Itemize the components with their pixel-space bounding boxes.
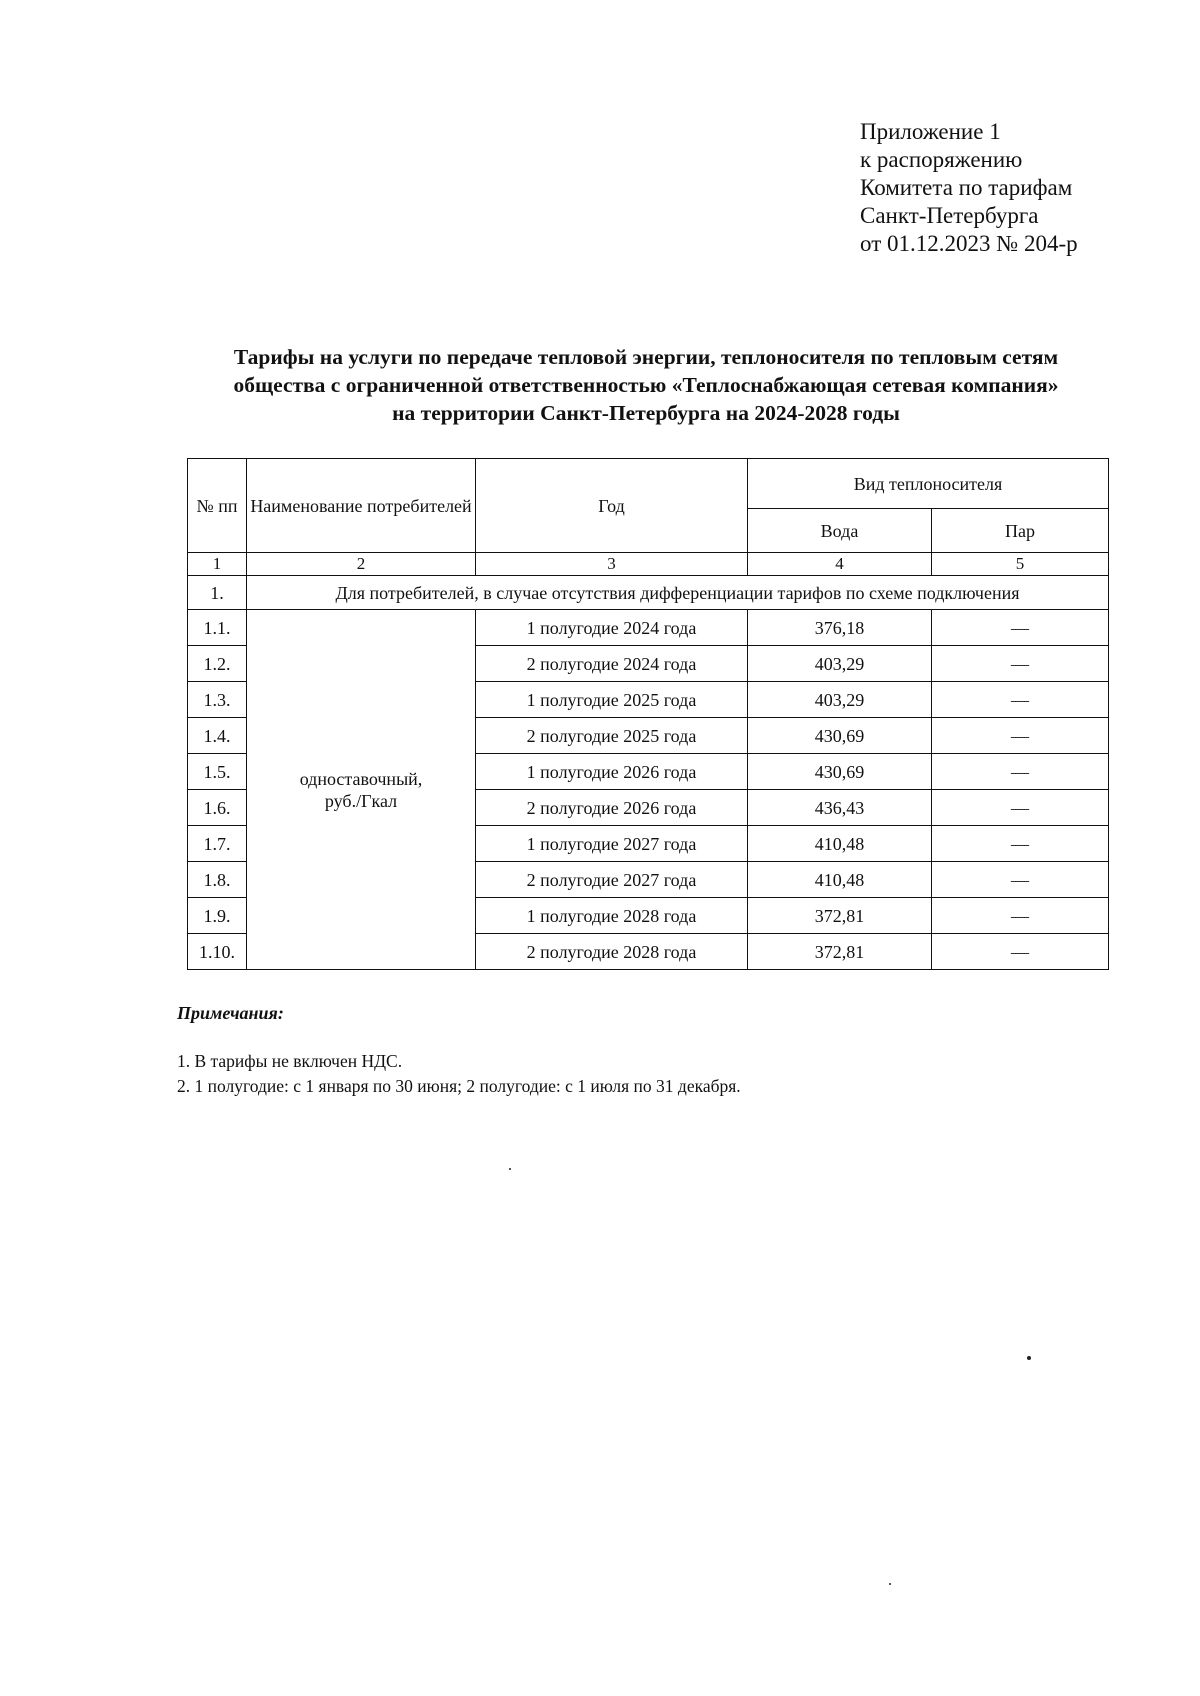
row-period: 1 полугодие 2024 года [476,610,748,646]
row-water: 430,69 [748,718,932,754]
column-number: 1 [188,553,247,576]
row-num: 1.4. [188,718,247,754]
row-period: 1 полугодие 2025 года [476,682,748,718]
column-number: 3 [476,553,748,576]
column-number: 5 [932,553,1109,576]
section-num: 1. [188,576,247,610]
row-water: 403,29 [748,646,932,682]
notes-title: Примечания: [177,1003,284,1023]
row-water: 410,48 [748,862,932,898]
tariff-table [187,458,1109,970]
row-num: 1.6. [188,790,247,826]
table-row [188,610,1109,646]
appendix-line: Приложение 1 [860,119,1001,144]
section-row [188,576,1109,610]
appendix-line: к распоряжению [860,147,1023,172]
appendix-line: Комитета по тарифам [860,175,1073,200]
table-header-row [188,459,1109,509]
row-steam: — [932,682,1109,718]
row-water: 430,69 [748,754,932,790]
row-steam: — [932,754,1109,790]
row-period: 1 полугодие 2028 года [476,898,748,934]
row-period: 2 полугодие 2025 года [476,718,748,754]
row-steam: — [932,826,1109,862]
header-steam: Пар [932,509,1109,553]
note-item: 2. 1 полугодие: с 1 января по 30 июня; 2 полугодие: с 1 июля по 31 декабря. [177,1076,741,1096]
row-period: 2 полугодие 2024 года [476,646,748,682]
row-period: 1 полугодие 2026 года [476,754,748,790]
row-steam: — [932,934,1109,970]
header-year: Год [476,459,748,553]
row-num: 1.7. [188,826,247,862]
scan-speck [509,1168,511,1170]
note-item: 1. В тарифы не включен НДС. [177,1051,403,1071]
row-water: 372,81 [748,898,932,934]
appendix-line: от 01.12.2023 № 204-р [860,231,1078,256]
row-steam: — [932,610,1109,646]
header-consumers: Наименование потребителей [247,459,476,553]
header-num: № пп [188,459,247,553]
row-period: 2 полугодие 2028 года [476,934,748,970]
header-carrier: Вид теплоносителя [748,459,1109,509]
row-num: 1.1. [188,610,247,646]
row-num: 1.9. [188,898,247,934]
column-number: 4 [748,553,932,576]
row-period: 2 полугодие 2026 года [476,790,748,826]
column-number: 2 [247,553,476,576]
row-num: 1.10. [188,934,247,970]
row-steam: — [932,790,1109,826]
scan-speck [889,1583,891,1585]
scan-speck [1027,1356,1031,1360]
header-water: Вода [748,509,932,553]
row-water: 376,18 [748,610,932,646]
row-water: 403,29 [748,682,932,718]
appendix-header [860,118,1078,258]
row-num: 1.5. [188,754,247,790]
title-line: общества с ограниченной ответственностью «Теплоснабжающая сетевая компания» [233,373,1059,397]
document-title [160,343,1132,427]
row-steam: — [932,718,1109,754]
notes-list [177,1049,741,1099]
row-steam: — [932,898,1109,934]
column-number-row [188,553,1109,576]
appendix-line: Санкт-Петербурга [860,203,1039,228]
section-label: Для потребителей, в случае отсутствия дифференциации тарифов по схеме подключения [247,576,1109,610]
row-water: 436,43 [748,790,932,826]
row-num: 1.3. [188,682,247,718]
row-period: 2 полугодие 2027 года [476,862,748,898]
row-num: 1.8. [188,862,247,898]
consumer-label: одноставочный, руб./Гкал [247,610,476,970]
row-water: 372,81 [748,934,932,970]
row-water: 410,48 [748,826,932,862]
row-period: 1 полугодие 2027 года [476,826,748,862]
title-line: Тарифы на услуги по передаче тепловой энергии, теплоносителя по тепловым сетям [233,345,1059,369]
row-steam: — [932,646,1109,682]
row-steam: — [932,862,1109,898]
row-num: 1.2. [188,646,247,682]
title-line: на территории Санкт-Петербурга на 2024-2028 годы [392,401,900,425]
